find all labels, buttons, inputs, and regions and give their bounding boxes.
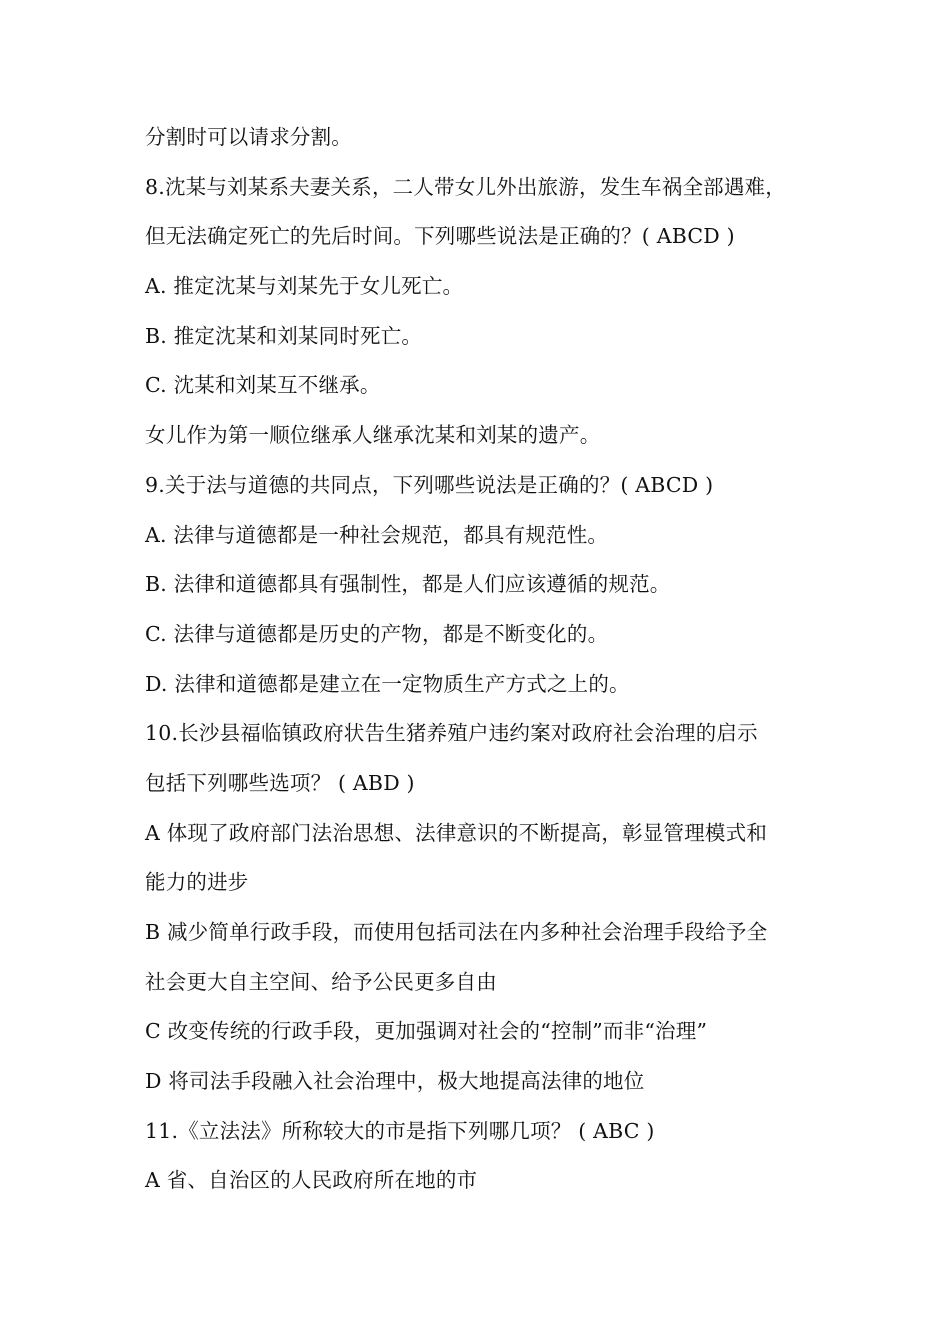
question-9-stem: 9.关于法与道德的共同点，下列哪些说法是正确的？( ABCD ) [145,472,714,497]
question-10-option-b-cont: 社会更大自主空间、给予公民更多自由 [145,969,497,994]
document-body [145,113,825,1206]
question-10-option-c: C 改变传统的行政手段，更加强调对社会的“控制”而非“治理” [145,1019,708,1044]
question-8-stem-cont: 但无法确定死亡的先后时间。下列哪些说法是正确的？( ABCD ) [145,224,735,249]
question-9-option-a: A. 法律与道德都是一种社会规范，都具有规范性。 [145,522,609,547]
question-10-stem: 10.长沙县福临镇政府状告生猪养殖户违约案对政府社会治理的启示 [145,721,758,746]
question-11-stem: 11.《立法法》所称较大的市是指下列哪几项？ ( ABC ) [145,1118,655,1143]
question-8-option-d: 女儿作为第一顺位继承人继承沈某和刘某的遗产。 [145,423,601,448]
text-line: 分割时可以请求分割。 [145,125,352,149]
question-10-option-d: D 将司法手段融入社会治理中，极大地提高法律的地位 [145,1069,645,1094]
question-8-option-a: A. 推定沈某与刘某先于女儿死亡。 [145,274,464,299]
question-10-stem-cont: 包括下列哪些选项？ ( ABD ) [145,770,415,795]
question-10-option-b: B 减少简单行政手段，而使用包括司法在内多种社会治理手段给予全 [145,920,768,944]
question-8-stem: 8.沈某与刘某系夫妻关系，二人带女儿外出旅游，发生车祸全部遇难， [145,174,786,199]
question-10-option-a: A 体现了政府部门法治思想、法律意识的不断提高，彰显管理模式和 [145,820,768,845]
question-9-option-d: D. 法律和道德都是建立在一定物质生产方式之上的。 [145,671,630,696]
question-9-option-b: B. 法律和道德都具有强制性，都是人们应该遵循的规范。 [145,572,671,597]
question-9-option-c: C. 法律与道德都是历史的产物，都是不断变化的。 [145,621,609,646]
question-11-option-a: A 省、自治区的人民政府所在地的市 [145,1168,478,1193]
question-8-option-c: C. 沈某和刘某互不继承。 [145,373,381,398]
question-10-option-a-cont: 能力的进步 [145,870,249,895]
question-8-option-b: B. 推定沈某和刘某同时死亡。 [145,323,423,348]
